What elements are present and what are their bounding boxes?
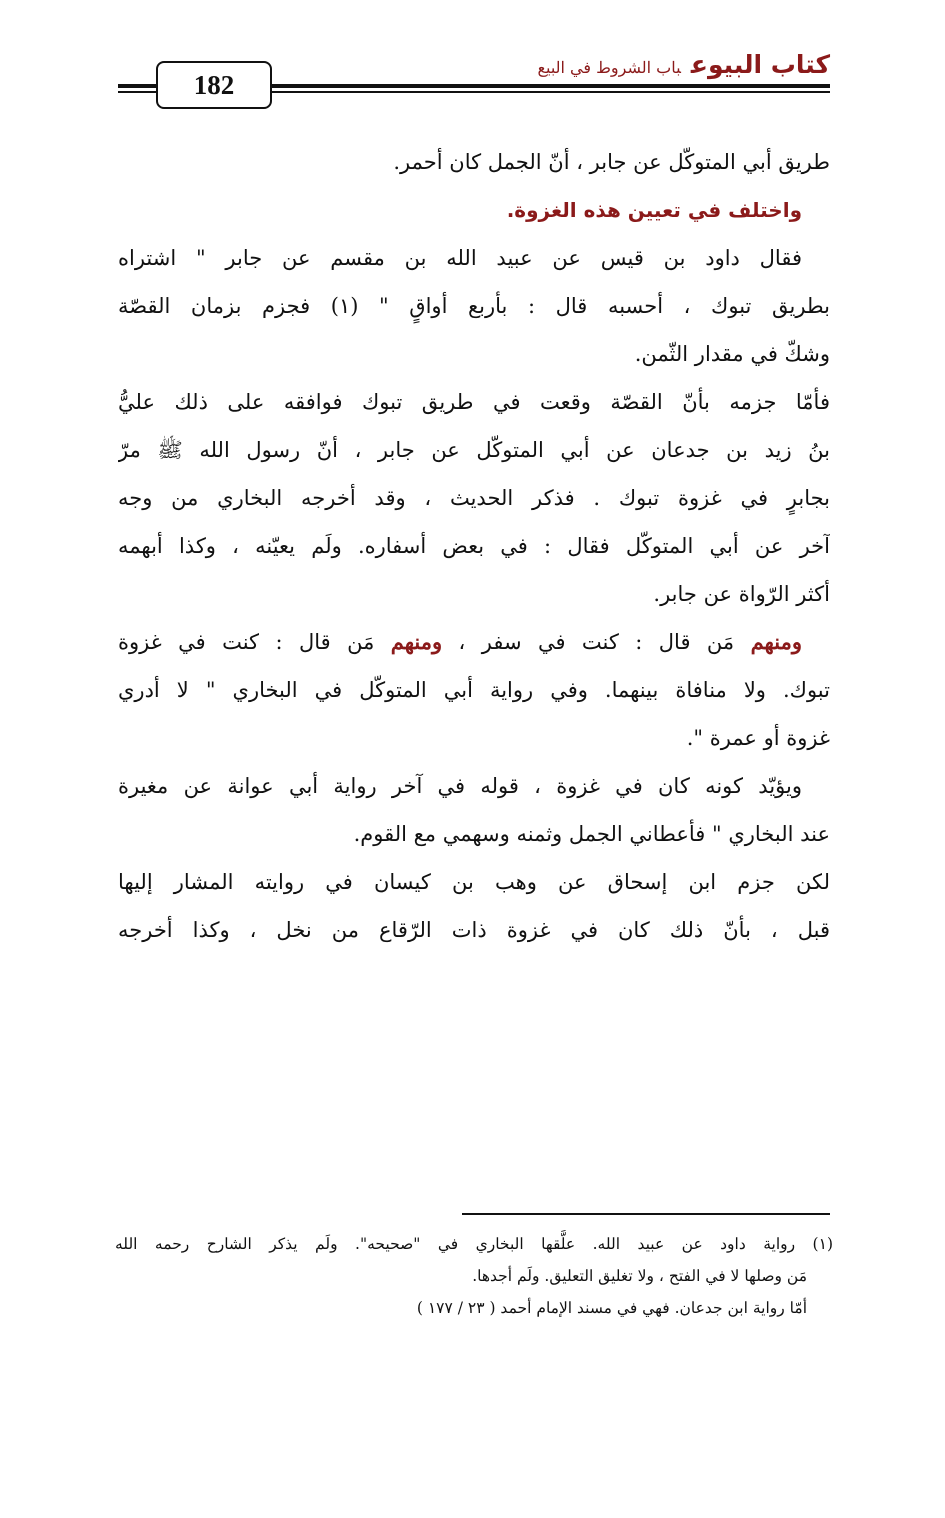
text-fragment: مَن قال : كنت في غزوة (118, 630, 375, 654)
footnote-separator (462, 1213, 830, 1215)
chapter-title: باب الشروط في البيع (537, 58, 681, 77)
text-line: لكن جزم ابن إسحاق عن وهب بن كيسان في روايته المشار إليها (118, 870, 830, 894)
page-header (118, 48, 830, 118)
footnote-line: (١) رواية داود عن عبيد الله. علَّقها البخاري في "صحيحه". ولَم يذكر الشارح رحمه الله (115, 1235, 833, 1253)
text-line: طريق أبي المتوكّل عن جابر ، أنّ الجمل كان أحمر. (393, 150, 830, 174)
text-line: وشكّ في مقدار الثّمن. (634, 342, 830, 366)
text-line: أكثر الرّواة عن جابر. (653, 582, 830, 606)
text-line: قبل ، بأنّ ذلك كان في غزوة ذات الرّقاع من نخل ، وكذا أخرجه (118, 918, 830, 942)
highlight-word: ومنهم (390, 629, 443, 654)
text-line: فقال داود بن قيس عن عبيد الله بن مقسم عن جابر " اشتراه (118, 246, 802, 270)
text-line (118, 618, 830, 666)
text-line: آخر عن أبي المتوكّل فقال : في بعض أسفاره. ولَم يعيّنه ، وكذا أبهمه (118, 534, 830, 558)
text-line: غزوة أو عمرة ". (686, 726, 830, 750)
text-line: بجابرٍ في غزوة تبوك . فذكر الحديث ، وقد أخرجه البخاري من وجه (118, 486, 830, 510)
text-line: تبوك. ولا منافاة بينهما. وفي رواية أبي المتوكّل في البخاري " لا أدري (118, 678, 830, 702)
main-text (118, 138, 830, 954)
text-line: ويؤيّد كونه كان في غزوة ، قوله في آخر رواية أبي عوانة عن مغيرة (118, 774, 802, 798)
page-number: 182 (156, 61, 272, 109)
running-title (537, 50, 830, 79)
footnote-line: أمّا رواية ابن جدعان. فهي في مسند الإمام أحمد ( ٢٣ / ١٧٧ ) (416, 1299, 807, 1317)
text-line: بنُ زيد بن جدعان عن أبي المتوكّل عن جابر ، أنّ رسول الله ﷺ مرّ (118, 438, 830, 462)
section-heading: واختلف في تعيين هذه الغزوة. (506, 198, 802, 222)
text-fragment: مَن قال : كنت في سفر ، (458, 630, 735, 654)
book-title: كتاب البيوع (690, 50, 830, 79)
highlight-word: ومنهم (750, 629, 802, 654)
footnote-line: مَن وصلها لا في الفتح ، ولا تغليق التعليق. ولَم أجدها. (472, 1267, 807, 1285)
text-line: فأمّا جزمه بأنّ القصّة وقعت في طريق تبوك فوافقه على ذلك عليُّ (118, 390, 830, 414)
footnotes (115, 1228, 833, 1324)
text-line: عند البخاري " فأعطاني الجمل وثمنه وسهمي مع القوم. (353, 822, 830, 846)
text-line: بطريق تبوك ، أحسبه قال : بأربع أواقٍ " (١) فجزم بزمان القصّة (118, 294, 830, 318)
